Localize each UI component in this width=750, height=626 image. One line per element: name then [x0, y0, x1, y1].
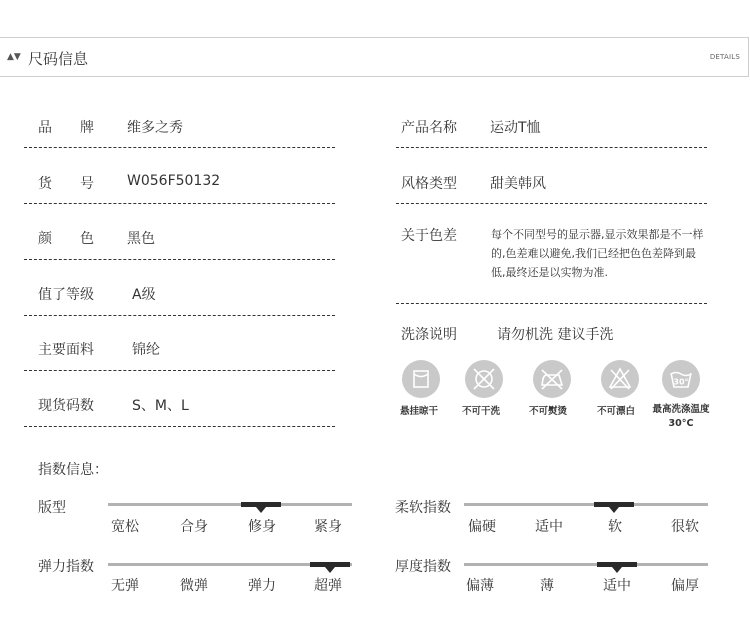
- divider: [24, 203, 335, 204]
- fit-index-label: 版型: [38, 500, 66, 516]
- thickness-index-pointer: [612, 567, 622, 573]
- brand-label: 品 牌: [38, 120, 94, 136]
- divider: [24, 315, 335, 316]
- wash-label: 洗涤说明: [401, 327, 457, 343]
- no-bleach-label: 不可漂白: [597, 406, 636, 417]
- elasticity-option: 弹力: [248, 578, 276, 594]
- no-iron-label: 不可熨烫: [529, 406, 568, 417]
- divider: [396, 147, 707, 148]
- fit-index-pointer: [256, 507, 266, 513]
- wash-value: 请勿机洗 建议手洗: [497, 327, 614, 343]
- color-diff-note: 每个不同型号的显示器,显示效果都是不一样的,色差难以避免,我们已经把色色差降到最低,最终还是以实物为准.: [491, 228, 704, 279]
- brand-value: 维多之秀: [127, 120, 183, 136]
- item-no-label: 货 号: [38, 176, 94, 192]
- softness-option: 偏硬: [468, 519, 496, 535]
- sizes-label: 现货码数: [38, 398, 94, 414]
- hang-dry-icon: [402, 360, 440, 398]
- softness-index-track: [464, 503, 708, 506]
- fit-option: 宽松: [111, 519, 139, 535]
- thickness-index-track: [464, 563, 708, 566]
- thickness-option: 偏厚: [671, 578, 699, 594]
- thickness-option: 适中: [603, 578, 631, 594]
- softness-index-pointer: [609, 507, 619, 513]
- no-bleach-icon: [601, 360, 639, 398]
- fit-option: 紧身: [314, 519, 342, 535]
- section-title: 尺码信息: [28, 50, 89, 68]
- color-value: 黑色: [127, 231, 155, 247]
- sizes-value: S、M、L: [132, 398, 189, 414]
- divider: [24, 426, 335, 427]
- section-header: [0, 37, 749, 77]
- divider: [396, 203, 707, 204]
- divider: [24, 147, 335, 148]
- divider: [24, 370, 335, 371]
- product-name-value: 运动T恤: [490, 120, 541, 136]
- color-diff-label: 关于色差: [401, 228, 457, 244]
- grade-label: 值了等级: [38, 287, 94, 303]
- elasticity-option: 微弹: [180, 578, 208, 594]
- style-value: 甜美韩风: [490, 176, 546, 192]
- divider: [396, 303, 707, 304]
- color-label: 颜 色: [38, 231, 94, 247]
- collapse-triangle-icon[interactable]: ▲▼: [7, 52, 21, 62]
- item-no-value: W056F50132: [127, 173, 221, 189]
- fabric-value: 锦纶: [132, 342, 160, 358]
- fit-option: 修身: [248, 519, 276, 535]
- grade-value: A级: [132, 287, 156, 303]
- no-dry-clean-label: 不可干洗: [462, 406, 501, 417]
- fit-option: 合身: [180, 519, 208, 535]
- elasticity-option: 超弹: [314, 578, 342, 594]
- elasticity-index-pointer: [325, 567, 335, 573]
- wash-30-icon: [662, 360, 700, 398]
- thickness-option: 薄: [540, 578, 554, 594]
- wash-30-label: 最高洗涤温度30°C: [652, 404, 710, 429]
- style-label: 风格类型: [401, 176, 457, 192]
- index-heading: 指数信息：: [38, 462, 108, 478]
- hang-dry-label: 悬挂晾干: [400, 406, 439, 417]
- fit-index-track: [108, 503, 352, 506]
- fabric-label: 主要面料: [38, 342, 94, 358]
- details-link[interactable]: DETAILS: [709, 53, 740, 61]
- divider: [24, 259, 335, 260]
- thickness-option: 偏薄: [466, 578, 494, 594]
- softness-option: 很软: [671, 519, 699, 535]
- no-iron-icon: [533, 360, 571, 398]
- elasticity-index-label: 弹力指数: [38, 559, 94, 575]
- thickness-index-label: 厚度指数: [395, 559, 451, 575]
- softness-option: 适中: [535, 519, 563, 535]
- no-dry-clean-icon: [465, 360, 503, 398]
- softness-option: 软: [608, 519, 622, 535]
- softness-index-label: 柔软指数: [395, 500, 451, 516]
- product-name-label: 产品名称: [401, 120, 457, 136]
- wash-temp-badge: 30°: [673, 377, 689, 387]
- elasticity-option: 无弹: [111, 578, 139, 594]
